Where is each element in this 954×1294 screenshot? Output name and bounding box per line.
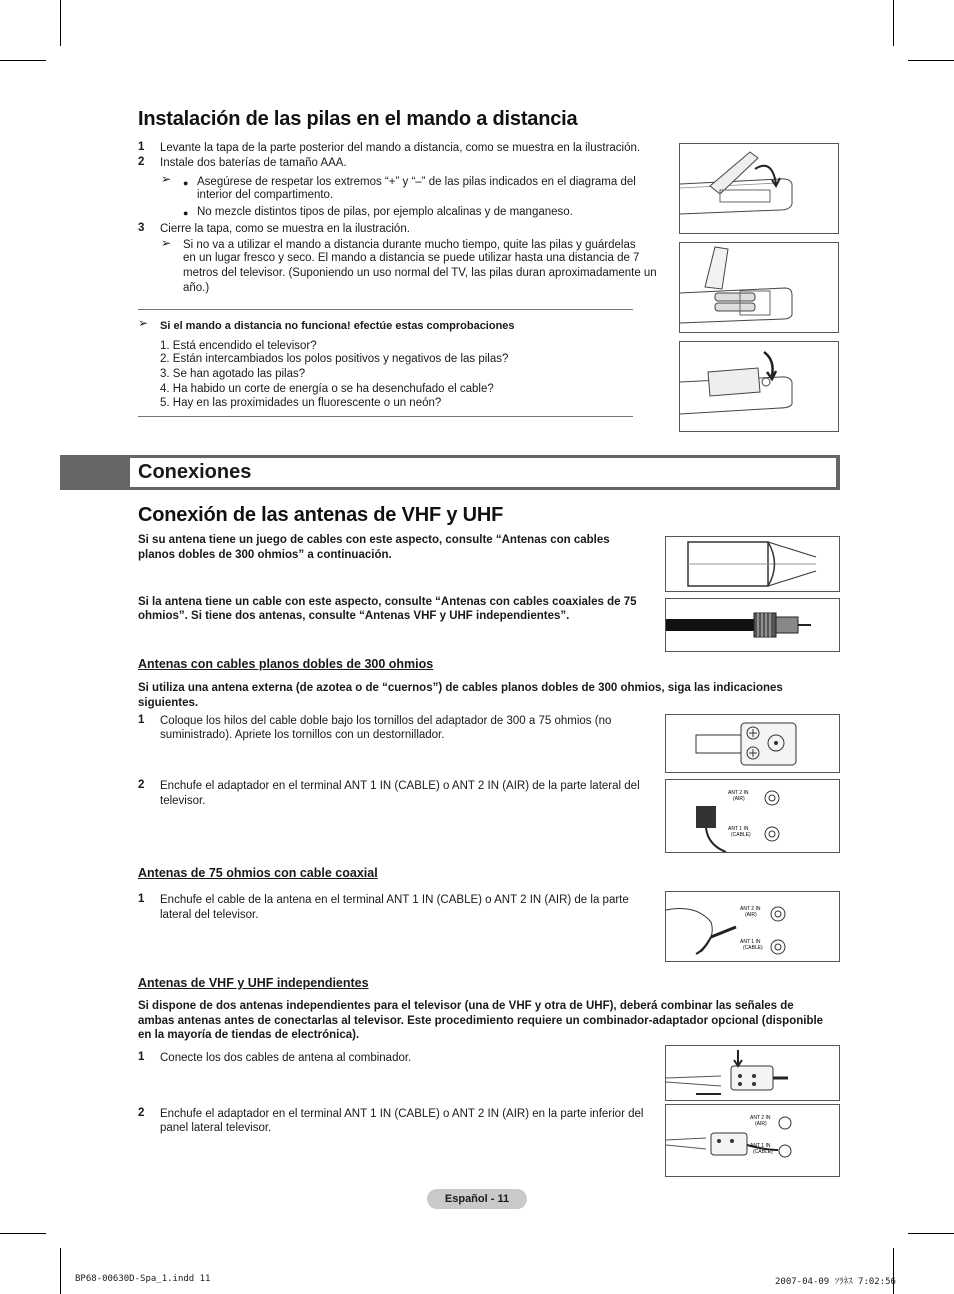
- intro-text: Si su antena tiene un juego de cables con este aspecto, consulte “Antenas con cables: [138, 534, 610, 546]
- remote-open-cover-illustration: [679, 143, 839, 234]
- ant1-label: ANT 1 IN: [740, 939, 761, 945]
- footer-file-info: BP68-00630D-Spa_1.indd 11: [75, 1274, 211, 1284]
- subsection-title: Antenas con cables planos dobles de 300 ohmios: [138, 657, 434, 671]
- step-number: 1: [138, 1051, 145, 1063]
- crop-mark: [60, 1248, 61, 1294]
- crop-mark: [60, 0, 61, 46]
- step-number: 3: [138, 222, 145, 234]
- step-text: Coloque los hilos del cable doble bajo los tornillos del adaptador de 300 a 75 ohmios (no: [160, 715, 612, 727]
- step-text: Levante la tapa de la parte posterior del mando a distancia, como se muestra en la ilustración.: [160, 142, 641, 154]
- note-text: Si no va a utilizar el mando a distancia durante mucho tiempo, quite las pilas y guárdelas: [183, 239, 636, 251]
- ant2-label: ANT 2 IN: [728, 790, 749, 796]
- air-label: (AIR): [745, 912, 757, 918]
- section-title-antennas: Conexión de las antenas de VHF y UHF: [138, 504, 504, 526]
- adapter-screws-illustration: [665, 714, 840, 773]
- subsection-intro: siguientes.: [138, 697, 199, 709]
- check-item: 3. Se han agotado las pilas?: [160, 368, 306, 380]
- step-text: Cierre la tapa, como se muestra en la ilustración.: [160, 223, 410, 235]
- crop-mark: [908, 60, 954, 61]
- ant2-label: ANT 2 IN: [750, 1115, 771, 1121]
- subsection-intro: en la mayoría de tiendas de electrónica).: [138, 1029, 360, 1041]
- step-text: Instale dos baterías de tamaño AAA.: [160, 157, 347, 169]
- step-text: lateral del televisor.: [160, 909, 259, 921]
- crop-mark: [0, 60, 46, 61]
- bullet-icon: ●: [183, 208, 189, 218]
- crop-mark: [893, 1248, 894, 1294]
- subsection-intro: ambas antenas antes de conectarlas al televisor. Este procedimiento requiere un combinador-adaptador opcional (disponible: [138, 1015, 824, 1027]
- bullet-icon: ●: [183, 178, 189, 188]
- air-label: (AIR): [755, 1121, 767, 1127]
- step-text: Enchufe el adaptador en el terminal ANT 1 IN (CABLE) o ANT 2 IN (AIR) de la parte lateral del: [160, 780, 640, 792]
- step-number: 2: [138, 779, 145, 791]
- section-band-title: Conexiones: [138, 461, 252, 483]
- note-text: No mezcle distintos tipos de pilas, por ejemplo alcalinas y de manganeso.: [197, 206, 573, 218]
- step-text: televisor.: [160, 795, 206, 807]
- subsection-title: Antenas de 75 ohmios con cable coaxial: [138, 866, 378, 880]
- coaxial-cable-illustration: [665, 598, 840, 652]
- note-arrow-icon: ➢: [161, 236, 172, 250]
- cable-label: (CABLE): [731, 832, 751, 838]
- intro-text: planos dobles de 300 ohmios” a continuación.: [138, 549, 392, 561]
- ant2-label: ANT 2 IN: [740, 906, 761, 912]
- intro-text: ohmios”. Si tiene dos antenas, consulte “Antenas VHF y UHF independientes”.: [138, 610, 570, 622]
- coaxial-to-tv-illustration: [665, 891, 840, 962]
- crop-mark: [0, 1233, 46, 1234]
- note-arrow-icon: ➢: [138, 316, 149, 330]
- air-label: (AIR): [733, 796, 745, 802]
- step-text: Conecte los dos cables de antena al combinador.: [160, 1052, 412, 1064]
- check-item: 4. Ha habido un corte de energía o se ha desenchufado el cable?: [160, 383, 494, 395]
- note-text: metros del televisor. (Suponiendo un uso normal del TV, las pilas duran aproximadamente un: [183, 267, 657, 279]
- note-arrow-icon: ➢: [161, 172, 172, 186]
- note-text: en un lugar fresco y seco. El mando a distancia se puede utilizar hasta una distancia de 7: [183, 252, 640, 264]
- note-text: Asegúrese de respetar los extremos “+” y “–” de las pilas indicados en el diagrama del: [197, 176, 636, 188]
- check-title: Si el mando a distancia no funciona! efectúe estas comprobaciones: [160, 320, 515, 332]
- crop-mark: [908, 1233, 954, 1234]
- check-item: 5. Hay en las proximidades un fluorescente o un neón?: [160, 397, 442, 409]
- subsection-title: Antenas de VHF y UHF independientes: [138, 976, 369, 990]
- flat-twin-cable-illustration: [665, 536, 840, 592]
- divider: [138, 309, 633, 310]
- remote-close-cover-illustration: [679, 341, 839, 432]
- step-text: Enchufe el adaptador en el terminal ANT 1 IN (CABLE) o ANT 2 IN (AIR) en la parte inferior del: [160, 1108, 644, 1120]
- step-number: 1: [138, 714, 145, 726]
- step-text: suministrado). Apriete los tornillos con un destornillador.: [160, 729, 445, 741]
- divider: [138, 416, 633, 417]
- ant1-label: ANT 1 IN: [728, 826, 749, 832]
- step-text: Enchufe el cable de la antena en el terminal ANT 1 IN (CABLE) o ANT 2 IN (AIR) de la parte: [160, 894, 629, 906]
- subsection-intro: Si utiliza una antena externa (de azotea o de “cuernos”) de cables planos dobles de 300 ohmios, siga las indicaciones: [138, 682, 783, 694]
- page-number-badge: Español - 11: [427, 1189, 527, 1209]
- crop-mark: [893, 0, 894, 46]
- cable-label: (CABLE): [743, 945, 763, 951]
- step-number: 2: [138, 156, 145, 168]
- subsection-intro: Si dispone de dos antenas independientes para el televisor (una de VHF y otra de UHF), deberá combinar las señales de: [138, 1000, 794, 1012]
- step-number: 1: [138, 141, 145, 153]
- intro-text: Si la antena tiene un cable con este aspecto, consulte “Antenas con cables coaxiales de 75: [138, 596, 637, 608]
- step-number: 1: [138, 893, 145, 905]
- note-text: interior del compartimento.: [197, 189, 334, 201]
- note-text: año.): [183, 282, 210, 294]
- ant1-label: ANT 1 IN: [750, 1143, 771, 1149]
- combiner-illustration: [665, 1045, 840, 1101]
- section-title-batteries: Instalación de las pilas en el mando a distancia: [138, 108, 578, 130]
- adapter-to-tv-illustration: [665, 779, 840, 853]
- cable-label: (CABLE): [753, 1149, 773, 1155]
- remote-batteries-illustration: [679, 242, 839, 333]
- footer-timestamp: 2007-04-09 ｿﾗﾈｽ 7:02:56: [775, 1277, 896, 1287]
- step-number: 2: [138, 1107, 145, 1119]
- check-item: 1. Está encendido el televisor?: [160, 340, 317, 352]
- combiner-to-tv-illustration: [665, 1104, 840, 1177]
- check-item: 2. Están intercambiados los polos positivos y negativos de las pilas?: [160, 353, 509, 365]
- step-text: panel lateral televisor.: [160, 1122, 272, 1134]
